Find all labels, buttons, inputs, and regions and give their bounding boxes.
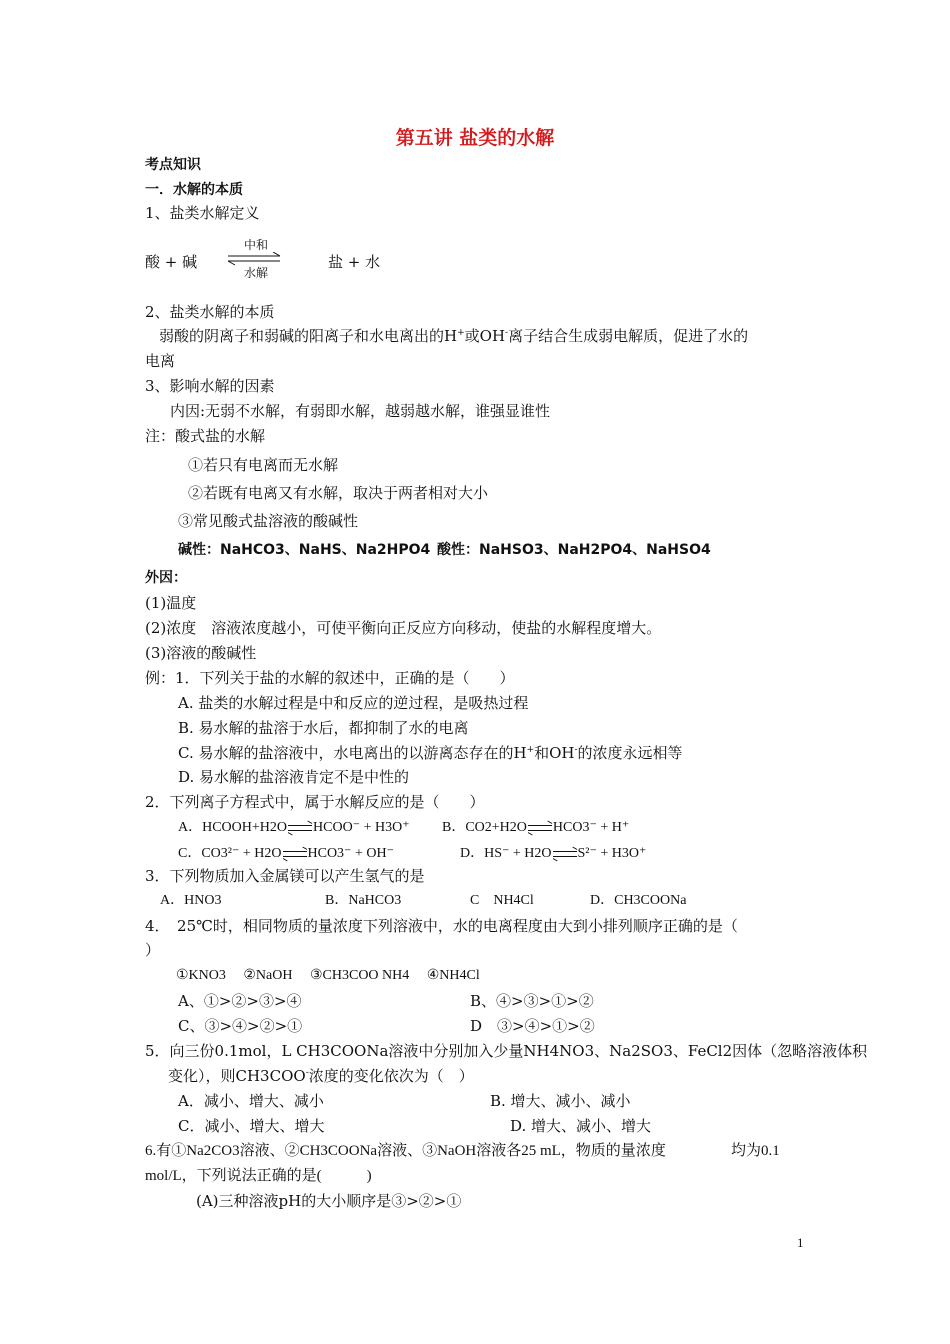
note-item-2: ②若既有电离又有水解，取决于两者相对大小 [188, 484, 489, 502]
q3-option-c: C NH4Cl [470, 893, 534, 908]
q1-stem: 例：1．下列关于盐的水解的叙述中，正确的是（ ） [145, 669, 515, 687]
equilibrium-arrow-icon [283, 849, 307, 859]
note-heading: 注：酸式盐的水解 [145, 427, 266, 445]
q3-option-a: A．HNO3 [160, 893, 222, 908]
note-item-3: ③常见酸式盐溶液的酸碱性 [178, 512, 359, 530]
q5-option-c: C．减小、增大、增大 [178, 1117, 325, 1135]
q6-stem-cont: mol/L，下列说法正确的是( ) [145, 1168, 372, 1184]
essence-text: 弱酸的阴离子和弱碱的阳离子和水电离出的H+或OH-离子结合生成弱电解质，促进了水的 [159, 327, 749, 345]
essence-heading: 2、盐类水解的本质 [145, 303, 275, 321]
q4-option-d: D ③>④>①>② [470, 1017, 595, 1035]
external-item-3: (3)溶液的酸碱性 [145, 644, 257, 662]
q4-stem-cont: ） [145, 941, 161, 959]
q1-option-c: C. 易水解的盐溶液中，水电离出的以游离态存在的H+和OH-的浓度永远相等 [178, 744, 683, 762]
reaction-left: 酸 + 碱 [145, 253, 198, 271]
equilibrium-arrow-icon [528, 823, 552, 833]
note-item-1: ①若只有电离而无水解 [188, 456, 339, 474]
q2-option-d: D．HS⁻ + H2O S²⁻ + H3O⁺ [460, 846, 647, 861]
q2-option-b: B．CO2+H2O HCO3⁻ + H⁺ [442, 820, 630, 835]
reaction-right: 盐 + 水 [328, 253, 381, 271]
equilibrium-arrow-icon [226, 252, 282, 266]
q4-option-b: B、④>③>①>② [470, 992, 594, 1010]
q5-option-a: A．减小、增大、减小 [178, 1092, 324, 1110]
q2-option-c: C．CO3²⁻ + H2O HCO3⁻ + OH⁻ [178, 846, 394, 861]
section-label: 考点知识 [145, 157, 201, 173]
q2-stem: 2．下列离子方程式中，属于水解反应的是（ ） [145, 793, 485, 811]
internal-factor: 内因:无弱不水解，有弱即水解，越弱越水解，谁强显谁性 [170, 402, 551, 420]
q5-option-d: D. 增大、减小、增大 [510, 1117, 652, 1135]
acidic-salts: 酸性：NaHSO3、NaH2PO4、NaHSO4 [437, 542, 711, 558]
equilibrium-arrow-icon [553, 849, 577, 859]
q5-stem: 5．向三份0.1mol，L CH3COONa溶液中分别加入少量NH4NO3、Na2SO3、FeCl2因体（忽略溶液体积 [145, 1042, 868, 1060]
external-item-1: (1)温度 [145, 594, 197, 612]
q5-stem-cont: 变化），则CH3COO-浓度的变化依次为（ ） [168, 1067, 474, 1085]
q4-option-a: A、①>②>③>④ [178, 992, 302, 1010]
equilibrium-arrow-icon [288, 823, 312, 833]
external-item-2: (2)浓度 溶液浓度越小，可使平衡向正反应方向移动，使盐的水解程度增大。 [145, 619, 662, 637]
q2-option-a: A．HCOOH+H2O HCOO⁻ + H3O⁺ [178, 820, 410, 835]
q1-option-b: B. 易水解的盐溶于水后，都抑制了水的电离 [178, 719, 469, 737]
q3-option-b: B．NaHCO3 [325, 893, 402, 908]
page-title: 第五讲 盐类的水解 [395, 127, 555, 149]
basic-salts: 碱性：NaHCO3、NaHS、Na2HPO4 [178, 542, 431, 558]
reverse-label: 水解 [244, 266, 269, 280]
q6-stem: 6.有①Na2CO3溶液、②CH3COONa溶液、③NaOH溶液各25 mL，物质的量浓度 [145, 1143, 666, 1159]
heading-essence: 一．水解的本质 [145, 182, 243, 198]
factors-heading: 3、影响水解的因素 [145, 377, 275, 395]
page-number: 1 [797, 1235, 804, 1250]
q1-option-a: A. 盐类的水解过程是中和反应的逆过程，是吸热过程 [178, 694, 529, 712]
essence-text-cont: 电离 [145, 352, 176, 370]
q6-option-a: (A)三种溶液pH的大小顺序是③>②>① [196, 1192, 462, 1210]
definition-heading: 1、盐类水解定义 [145, 204, 260, 222]
q3-stem: 3．下列物质加入金属镁可以产生氢气的是 [145, 867, 425, 885]
external-heading: 外因： [145, 570, 187, 586]
q4-items: ①KNO3 ②NaOH ③CH3COO NH4 ④NH4Cl [176, 968, 480, 983]
forward-label: 中和 [244, 238, 269, 252]
q6-stem-end: 均为0.1 [731, 1143, 780, 1159]
q1-option-d: D. 易水解的盐溶液肯定不是中性的 [178, 768, 410, 786]
q3-option-d: D．CH3COONa [590, 893, 687, 908]
q4-stem: 4． 25℃时，相同物质的量浓度下列溶液中，水的电离程度由大到小排列顺序正确的是（ [145, 917, 738, 935]
q5-option-b: B. 增大、减小、减小 [490, 1092, 631, 1110]
q4-option-c: C、③>④>②>① [178, 1017, 303, 1035]
